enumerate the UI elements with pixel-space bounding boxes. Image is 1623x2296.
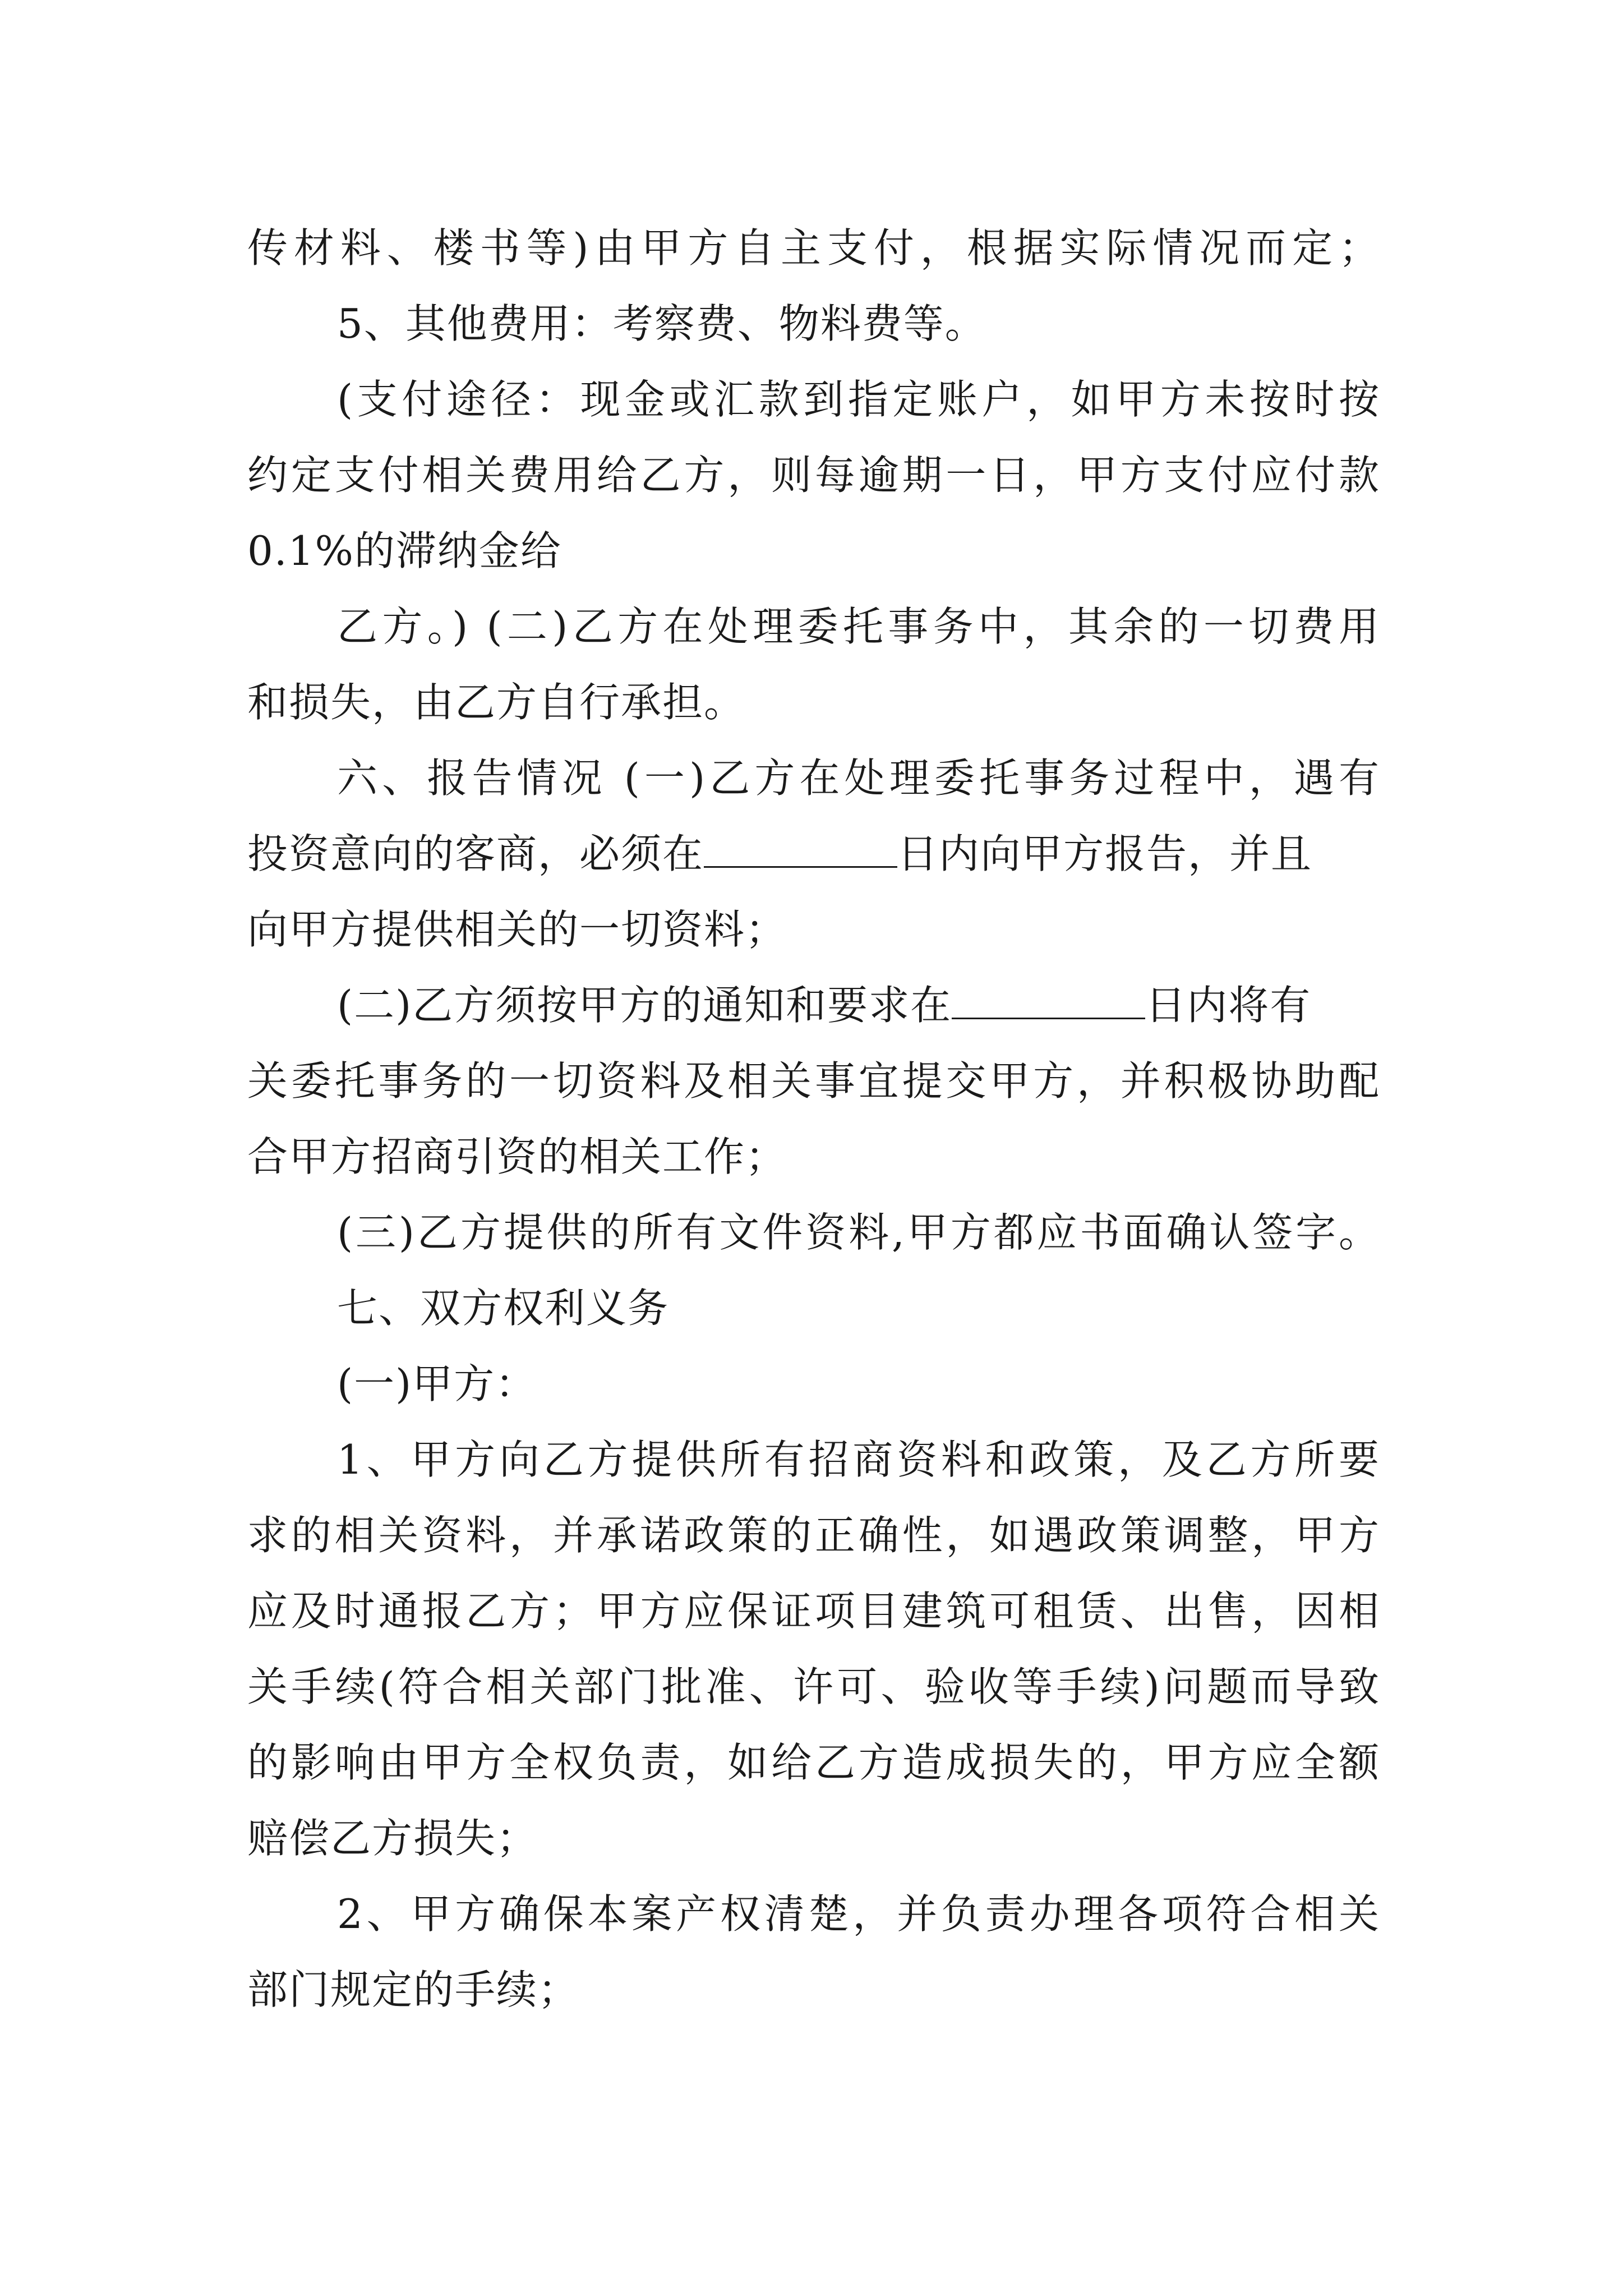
text-line-with-blank — [337, 969, 1380, 1042]
text-line: 约定支付相关费用给乙方，则每逾期一日，甲方支付应付款 — [247, 452, 1380, 499]
text-line: 向甲方提供相关的一切资料； — [247, 906, 787, 953]
text-line: 赔偿乙方损失； — [247, 1815, 538, 1862]
text-line: 1、甲方向乙方提供所有招商资料和政策，及乙方所要 — [337, 1436, 1380, 1483]
section-heading: 七、双方权利义务 — [337, 1285, 670, 1332]
text-line: 乙方。) (二)乙方在处理委托事务中，其余的一切费用 — [337, 603, 1380, 650]
text-line: 关委托事务的一切资料及相关事宜提交甲方，并积极协助配 — [247, 1057, 1380, 1105]
text-line: 部门规定的手续； — [247, 1966, 580, 2013]
text-line: 求的相关资料，并承诺政策的正确性，如遇政策调整，甲方 — [247, 1512, 1380, 1559]
fill-in-blank — [952, 977, 1145, 1019]
fill-in-blank — [704, 826, 897, 868]
subsection-heading: (一)甲方： — [337, 1360, 537, 1407]
line-suffix: 日内向甲方报告，并且 — [897, 830, 1313, 877]
line-prefix: (二)乙方须按甲方的通知和要求在 — [337, 982, 952, 1029]
text-line: 5、其他费用：考察费、物料费等。 — [337, 300, 986, 347]
text-line: 2、甲方确保本案产权清楚，并负责办理各项符合相关 — [337, 1890, 1380, 1938]
line-suffix: 日内将有 — [1145, 982, 1312, 1029]
line-prefix: 投资意向的客商，必须在 — [247, 830, 704, 877]
text-line: 六、报告情况 (一)乙方在处理委托事务过程中，遇有 — [337, 754, 1380, 802]
text-line: 应及时通报乙方；甲方应保证项目建筑可租赁、出售，因相 — [247, 1588, 1380, 1635]
text-line: (三)乙方提供的所有文件资料,甲方都应书面确认签字。 — [337, 1209, 1380, 1256]
text-line: 合甲方招商引资的相关工作； — [247, 1133, 787, 1180]
text-line: 的影响由甲方全权负责，如给乙方造成损失的，甲方应全额 — [247, 1739, 1380, 1786]
text-line-with-blank — [247, 817, 1380, 890]
text-line: 0.1%的滞纳金给 — [247, 527, 562, 574]
text-line: 关手续(符合相关部门批准、许可、验收等手续)问题而导致 — [247, 1663, 1380, 1710]
text-line: (支付途径：现金或汇款到指定账户，如甲方未按时按 — [337, 376, 1380, 423]
text-line: 传材料、楼书等)由甲方自主支付，根据实际情况而定； — [247, 224, 1380, 272]
text-line: 和损失，由乙方自行承担。 — [247, 679, 746, 726]
